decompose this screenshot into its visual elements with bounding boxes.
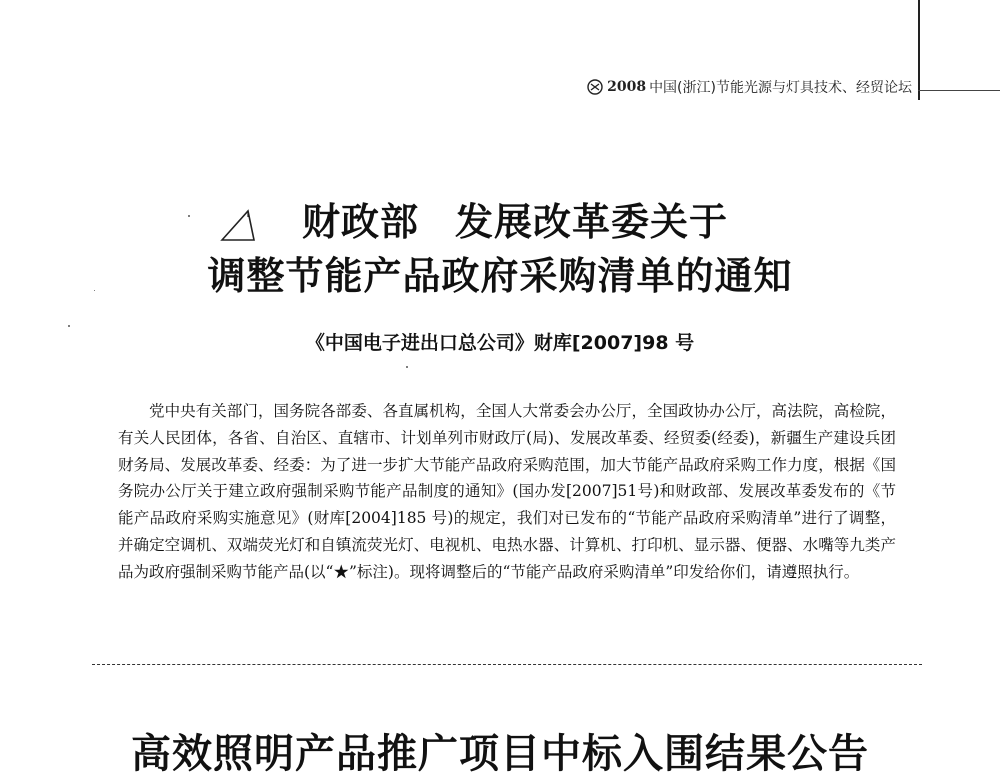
section-divider xyxy=(92,664,922,665)
title-line-2: 调整节能产品政府采购清单的通知 xyxy=(207,253,793,298)
running-header xyxy=(587,77,912,97)
header-text: 中国(浙江)节能光源与灯具技术、经贸论坛 xyxy=(649,80,912,96)
crop-mark-vertical xyxy=(918,0,920,100)
next-article-title: 高效照明产品推广项目中标入围结果公告 xyxy=(131,730,869,777)
title-line-1 xyxy=(0,195,1000,249)
scan-speck xyxy=(406,366,408,368)
header-year: 2008 xyxy=(607,79,647,95)
document-number: 《中国电子进出口总公司》财库[2007]98 号 xyxy=(305,332,695,354)
crop-mark-horizontal xyxy=(918,90,1000,91)
forum-logo-icon xyxy=(587,79,603,95)
scan-speck xyxy=(68,325,70,327)
title-part-commission: 发展改革委关于 xyxy=(455,199,729,244)
title-part-ministry: 财政部 xyxy=(301,199,419,244)
scan-speck xyxy=(188,215,190,217)
article-title xyxy=(0,195,1000,303)
body-paragraph: 党中央有关部门，国务院各部委、各直属机构，全国人大常委会办公厅，全国政协办公厅，高法院，高检院，有关人民团体，各省、自治区、直辖市、计划单列市财政厅(局)、发展改革委、经贸委(经委)，新疆生产建设兵团财务局、发展改革委、经委：为了进一步扩大节能产品政府采购范围，加大节能产品政府采购工作力度，根据《国务院办公厅关于建立政府强制采购节能产品制度的通知》(国办发[2007]51号)和财政部、发展改革委发布的《节能产品政府采购实施意见》(财库[2004]185 号)的规定，我们对已发布的“节能产品政府采购清单”进行了调整，并确定空调机、双端荧光灯和自镇流荧光灯、电视机、电热水器、计算机、打印机、显示器、便器、水嘴等九类产品为政府强制采购节能产品(以“★”标注)。现将调整后的“节能产品政府采购清单”印发给你们，请遵照执行。 xyxy=(118,402,896,581)
scan-speck xyxy=(94,290,95,291)
